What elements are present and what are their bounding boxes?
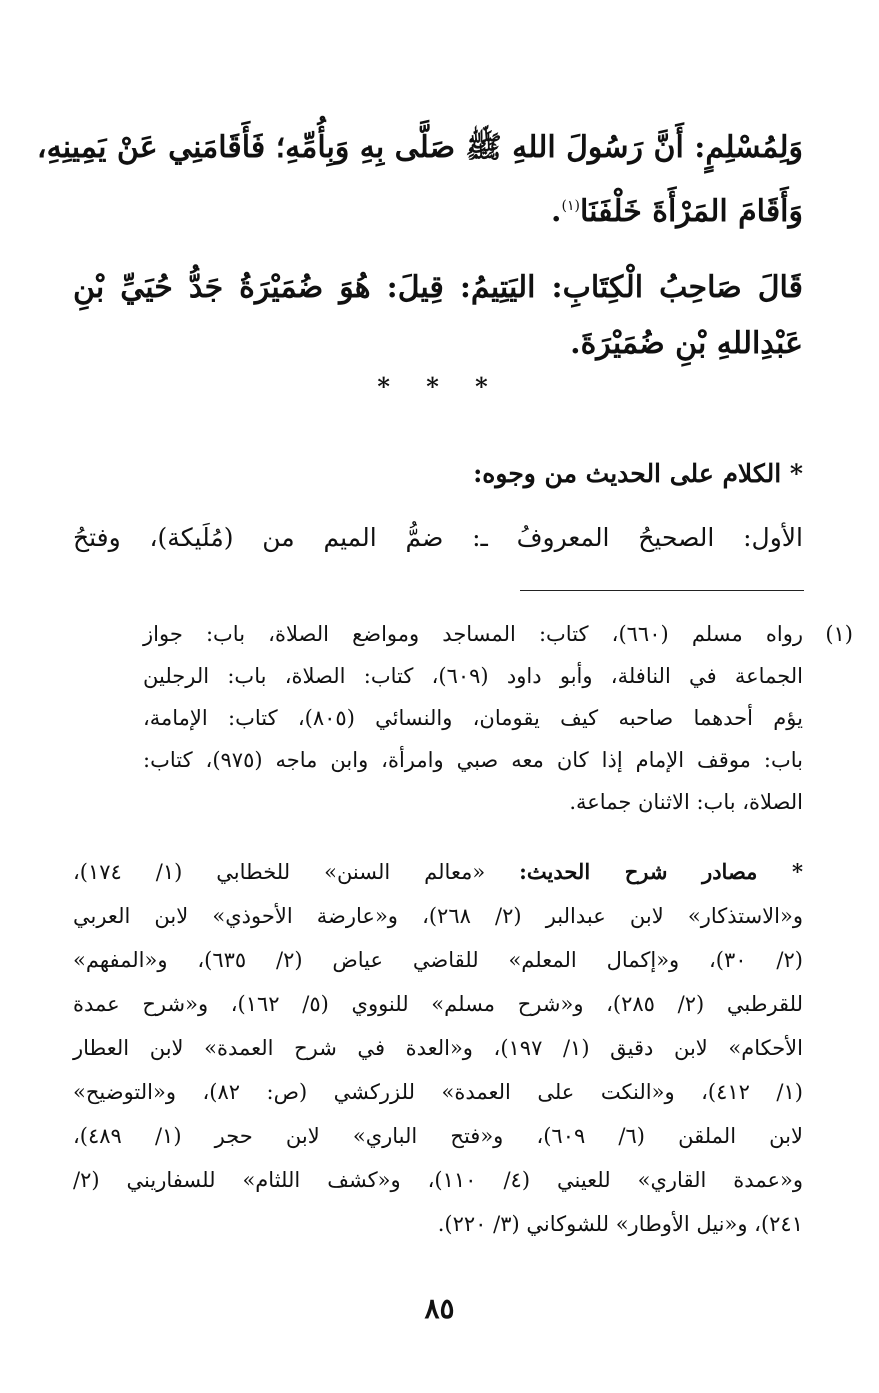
footnote-number: (١) <box>825 622 853 646</box>
hadith-text: وَأَقَامَ المَرْأَةَ خَلْفَنَا <box>579 194 803 229</box>
page-number: ٨٥ <box>424 1292 455 1325</box>
section-heading <box>73 456 803 492</box>
author-note-line-1 <box>73 268 803 308</box>
sources-line: (٢/ ٣٠)، و«إكمال المعلم» للقاضي عياض (٢/ ٦٣٥)، و«المفهم» <box>73 948 803 972</box>
sources-line <box>73 856 803 888</box>
sources-line: الأحكام» لابن دقيق (١/ ١٩٧)، و«العدة في شرح العمدة» لابن العطار <box>73 1036 803 1060</box>
first-point-line <box>73 520 803 556</box>
sources-line: (١/ ٤١٢)، و«النكت على العمدة» للزركشي (ص: ٨٢)، و«التوضيح» <box>73 1080 803 1104</box>
section-separator: * * * <box>377 372 502 401</box>
author-note-text: قَالَ صَاحِبُ الْكِتَابِ: اليَتِيمُ: قِيلَ: هُوَ ضُمَيْرَةُ جَدُّ حُيَيِّ بْنِ <box>73 270 803 305</box>
footnote-line: رواه مسلم (٦٦٠)، كتاب: المساجد ومواضع الصلاة، باب: جواز <box>143 622 803 646</box>
hadith-text: وَلِمُسْلِمٍ: أَنَّ رَسُولَ اللهِ ﷺ صَلَّى بِهِ وَبِأُمِّهِ؛ فَأَقَامَنِي عَنْ يَمِينِهِ، <box>36 130 803 165</box>
sources-line: و«عمدة القاري» للعيني (٤/ ١١٠)، و«كشف اللثام» للسفاريني (٢/ <box>73 1168 803 1192</box>
hadith-text-line-1 <box>36 128 803 168</box>
punctuation: . <box>551 194 562 229</box>
footnote-line: يؤم أحدهما صاحبه كيف يقومان، والنسائي (٨٠٥)، كتاب: الإمامة، <box>143 706 803 730</box>
sources-line: لابن الملقن (٦/ ٦٠٩)، و«فتح الباري» لابن حجر (١/ ٤٨٩)، <box>73 1124 803 1148</box>
sources-line: و«الاستذكار» لابن عبدالبر (٢/ ٢٦٨)، و«عارضة الأحوذي» لابن العربي <box>73 904 803 928</box>
footnote-line: الصلاة، باب: الاثنان جماعة. <box>569 790 803 814</box>
sources-text: «معالم السنن» للخطابي (١/ ١٧٤)، <box>73 860 486 884</box>
first-point-text: الأول: الصحيحُ المعروفُ ـ: ضمُّ الميم من (مُلَيكة)، وفتحُ <box>73 523 803 552</box>
footnote-line: الجماعة في النافلة، وأبو داود (٦٠٩)، كتاب: الصلاة، باب: الرجلين <box>143 664 803 688</box>
footnote-reference[interactable]: (١) <box>561 198 580 214</box>
footnote-line: باب: موقف الإمام إذا كان معه صبي وامرأة، وابن ماجه (٩٧٥)، كتاب: <box>143 748 803 772</box>
author-note-line-2 <box>73 324 803 364</box>
section-heading-text: * الكلام على الحديث من وجوه: <box>473 459 803 488</box>
footnote-divider <box>520 590 804 591</box>
sources-heading: * مصادر شرح الحديث: <box>519 859 803 884</box>
author-note-text: عَبْدِاللهِ بْنِ ضُمَيْرَةَ. <box>570 326 803 361</box>
hadith-text-line-2 <box>73 186 803 232</box>
sources-line: للقرطبي (٢/ ٢٨٥)، و«شرح مسلم» للنووي (٥/ ١٦٢)، و«شرح عمدة <box>73 992 804 1016</box>
sources-line: ٢٤١)، و«نيل الأوطار» للشوكاني (٣/ ٢٢٠). <box>437 1212 803 1236</box>
